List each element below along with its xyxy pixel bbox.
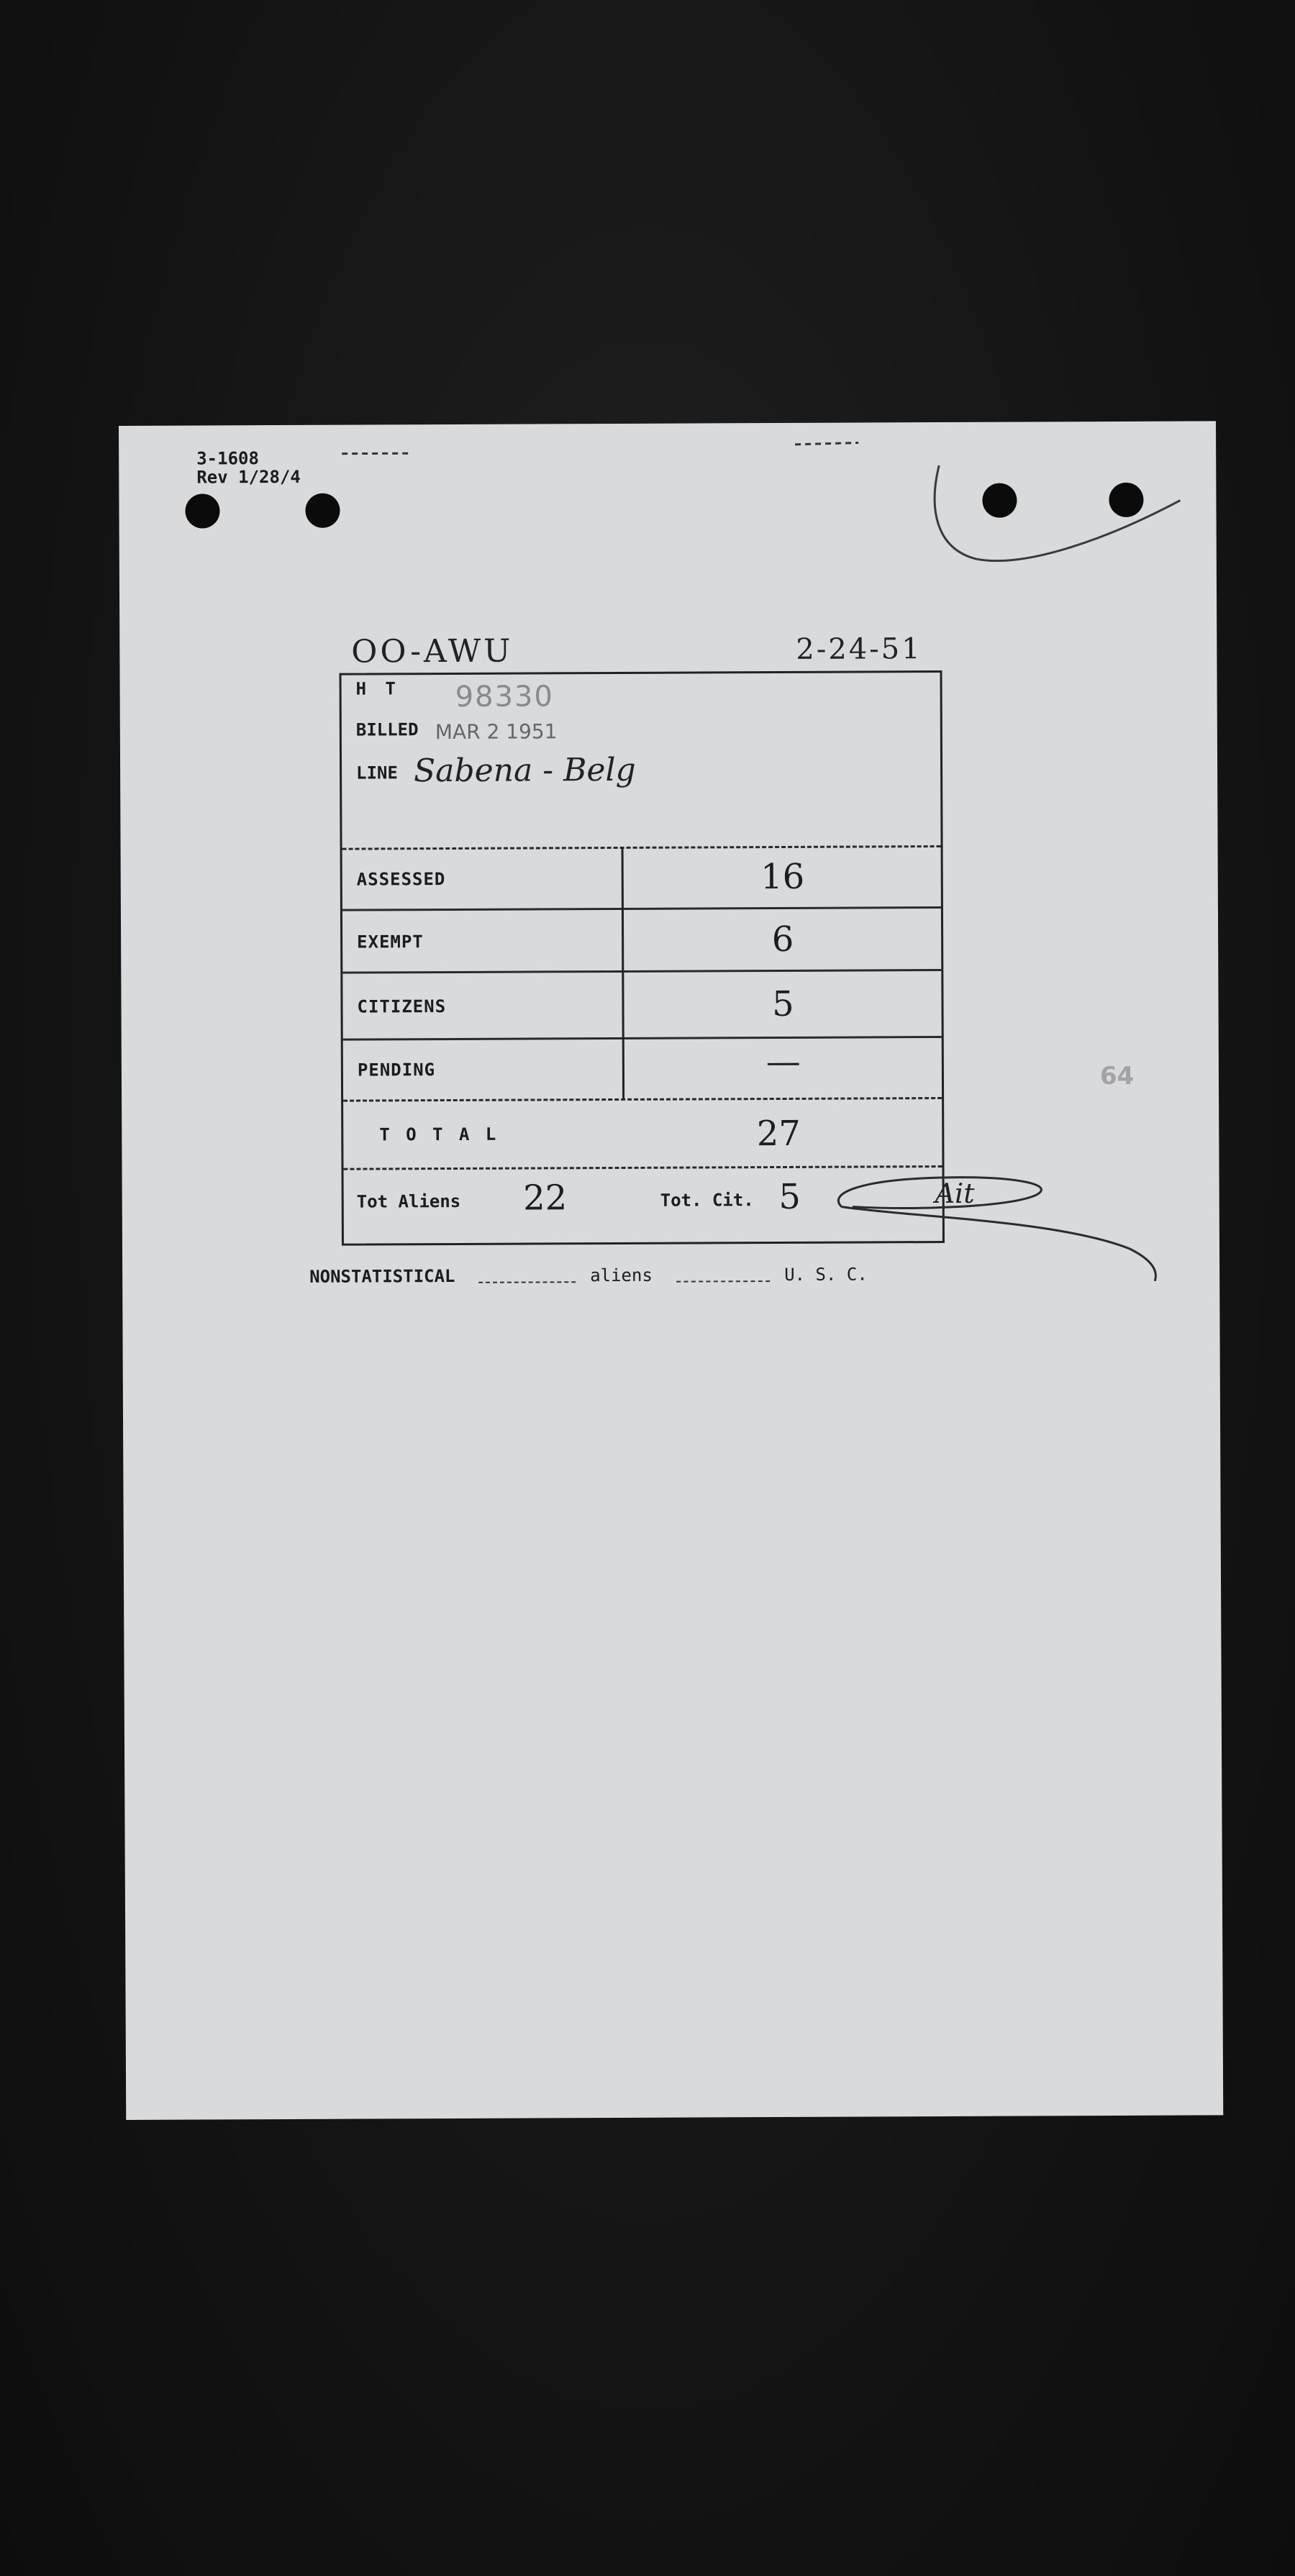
row-value-pending: — [765,1041,801,1083]
nonstatistical-usc-label: U. S. C. [784,1264,868,1285]
nonstatistical-label: NONSTATISTICAL [309,1265,455,1287]
row-label-assessed: ASSESSED [356,869,446,890]
row-label-exempt: EXEMPT [357,932,424,952]
tot-aliens-value: 22 [523,1178,568,1219]
billed-label: BILLED [355,719,419,740]
ht-number-stamp: 98330 [455,680,554,714]
row-value-exempt: 6 [771,919,794,960]
row-value-assessed: 16 [760,856,805,898]
initials-handwritten: Ait [935,1177,975,1210]
form-revision: Rev 1/28/4 [196,466,301,488]
document-page [119,421,1223,2120]
row-label-pending: PENDING [357,1060,436,1080]
billed-date-stamp: MAR 2 1951 [435,719,558,745]
line-label: LINE [356,763,398,783]
line-value-handwritten: Sabena - Belg [413,751,636,790]
tot-cit-value: 5 [778,1176,801,1218]
initials-scribble [119,421,1220,1361]
total-label: T O T A L [379,1124,499,1145]
date-handwritten: 2-24-51 [796,632,922,666]
registration-handwritten: OO-AWU [351,632,514,670]
ht-label: H T [355,678,401,699]
margin-note: 64 [1099,1061,1135,1091]
row-value-citizens: 5 [772,983,794,1025]
nonstatistical-aliens-label: aliens [590,1265,653,1286]
form-number: 3-1608 [196,448,259,469]
total-value: 27 [756,1113,801,1155]
tot-aliens-label: Tot Aliens [356,1191,461,1212]
row-label-citizens: CITIZENS [357,996,447,1017]
tot-cit-label: Tot. Cit. [660,1190,754,1211]
